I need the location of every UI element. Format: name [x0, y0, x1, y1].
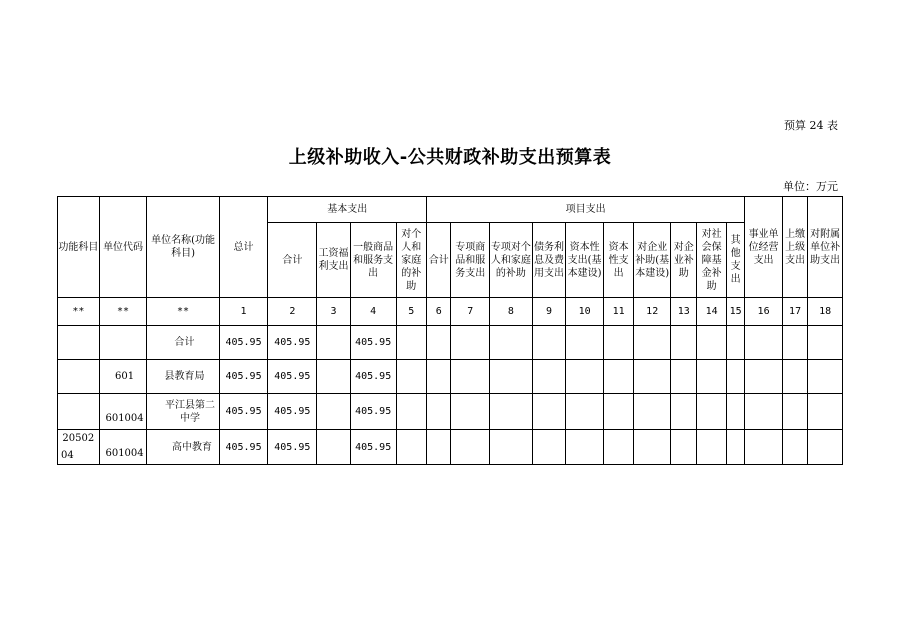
- header-project-social: 对社会保障基金补助: [697, 223, 726, 298]
- cell-basic-total: 405.95: [268, 360, 317, 394]
- cell-empty: [697, 360, 726, 394]
- index-cell: 13: [671, 298, 697, 326]
- index-cell: 5: [396, 298, 427, 326]
- index-cell: 4: [350, 298, 396, 326]
- cell-empty: [427, 394, 451, 430]
- cell-empty: [603, 430, 634, 465]
- budget-table: [57, 196, 843, 465]
- cell-empty: [697, 326, 726, 360]
- cell-empty: [634, 430, 671, 465]
- cell-empty: [396, 394, 427, 430]
- index-cell: 12: [634, 298, 671, 326]
- cell-code: 601004: [99, 430, 147, 465]
- cell-empty: [451, 360, 490, 394]
- table-row: [58, 430, 843, 465]
- cell-code: 601: [99, 360, 147, 394]
- cell-empty: [490, 326, 533, 360]
- cell-empty: [634, 326, 671, 360]
- index-cell: 8: [490, 298, 533, 326]
- cell-basic-total: 405.95: [268, 430, 317, 465]
- cell-empty: [634, 360, 671, 394]
- cell-empty: [427, 360, 451, 394]
- header-business: 事业单位经营支出: [745, 197, 783, 298]
- index-cell: 9: [532, 298, 566, 326]
- header-project-capital-infra: 资本性支出(基本建设): [566, 223, 604, 298]
- index-cell: **: [58, 298, 100, 326]
- cell-empty: [782, 394, 807, 430]
- cell-empty: [532, 394, 566, 430]
- cell-empty: [782, 326, 807, 360]
- header-basic-personal: 对个人和家庭的补助: [396, 223, 427, 298]
- header-unit-code: 单位代码: [99, 197, 147, 298]
- cell-total: 405.95: [219, 430, 268, 465]
- table-row: [58, 360, 843, 394]
- cell-func: [58, 430, 100, 465]
- cell-empty: [427, 326, 451, 360]
- cell-basic-total: 405.95: [268, 326, 317, 360]
- index-cell: 6: [427, 298, 451, 326]
- cell-empty: [451, 326, 490, 360]
- index-cell: **: [99, 298, 147, 326]
- cell-empty: [808, 360, 843, 394]
- unit-label: 单位：万元: [783, 180, 838, 193]
- header-project-enterprise-infra: 对企业补助(基本建设): [634, 223, 671, 298]
- index-cell: 15: [726, 298, 744, 326]
- cell-empty: [808, 394, 843, 430]
- header-basic-group: 基本支出: [268, 197, 427, 223]
- form-number: 预算 24 表: [784, 119, 838, 132]
- index-cell: 3: [317, 298, 351, 326]
- index-cell: 1: [219, 298, 268, 326]
- index-cell: 7: [451, 298, 490, 326]
- cell-empty: [317, 360, 351, 394]
- cell-empty: [782, 360, 807, 394]
- cell-empty: [532, 326, 566, 360]
- table-row: [58, 326, 843, 360]
- header-project-total: 合计: [427, 223, 451, 298]
- cell-func-part: 20502: [62, 433, 95, 444]
- cell-empty: [396, 326, 427, 360]
- cell-empty: [726, 326, 744, 360]
- header-basic-total: 合计: [268, 223, 317, 298]
- cell-empty: [634, 394, 671, 430]
- cell-empty: [782, 430, 807, 465]
- cell-empty: [726, 430, 744, 465]
- cell-empty: [490, 430, 533, 465]
- cell-empty: [603, 360, 634, 394]
- cell-total: 405.95: [219, 360, 268, 394]
- cell-empty: [451, 394, 490, 430]
- cell-code: 601004: [99, 394, 147, 430]
- cell-empty: [317, 394, 351, 430]
- cell-empty: [317, 326, 351, 360]
- cell-name: 县教育局: [147, 360, 219, 394]
- header-basic-goods: 一般商品和服务支出: [350, 223, 396, 298]
- cell-empty: [451, 430, 490, 465]
- index-cell: 2: [268, 298, 317, 326]
- cell-func: [58, 394, 100, 430]
- cell-func: [58, 326, 100, 360]
- cell-empty: [603, 326, 634, 360]
- header-total: 总计: [219, 197, 268, 298]
- cell-empty: [566, 394, 604, 430]
- header-project-group: 项目支出: [427, 197, 745, 223]
- header-project-capital: 资本性支出: [603, 223, 634, 298]
- cell-empty: [745, 360, 783, 394]
- cell-empty: [671, 430, 697, 465]
- cell-empty: [317, 430, 351, 465]
- index-cell: 10: [566, 298, 604, 326]
- cell-total: 405.95: [219, 394, 268, 430]
- cell-basic-total: 405.95: [268, 394, 317, 430]
- cell-name: 高中教育: [147, 430, 219, 465]
- header-func-code: 功能科目: [58, 197, 100, 298]
- cell-empty: [745, 394, 783, 430]
- cell-name: 合计: [147, 326, 219, 360]
- cell-empty: [808, 430, 843, 465]
- header-project-personal: 专项对个人和家庭的补助: [490, 223, 533, 298]
- cell-basic-goods: 405.95: [350, 430, 396, 465]
- cell-empty: [726, 394, 744, 430]
- cell-empty: [566, 360, 604, 394]
- cell-empty: [490, 394, 533, 430]
- cell-empty: [671, 394, 697, 430]
- cell-empty: [671, 360, 697, 394]
- cell-empty: [697, 430, 726, 465]
- cell-code: [99, 326, 147, 360]
- index-cell: **: [147, 298, 219, 326]
- cell-basic-goods: 405.95: [350, 394, 396, 430]
- header-project-other: 其他支出: [726, 223, 744, 298]
- table-row: [58, 394, 843, 430]
- page-title: 上级补助收入-公共财政补助支出预算表: [288, 147, 612, 168]
- cell-empty: [726, 360, 744, 394]
- header-project-goods: 专项商品和服务支出: [451, 223, 490, 298]
- cell-empty: [671, 326, 697, 360]
- header-unit-name: 单位名称(功能科目): [147, 197, 219, 298]
- header-basic-wage: 工资福利支出: [317, 223, 351, 298]
- cell-empty: [532, 430, 566, 465]
- cell-empty: [603, 394, 634, 430]
- index-cell: 18: [808, 298, 843, 326]
- cell-empty: [745, 326, 783, 360]
- cell-func-part: 04: [61, 450, 74, 461]
- cell-empty: [697, 394, 726, 430]
- cell-total: 405.95: [219, 326, 268, 360]
- cell-empty: [396, 430, 427, 465]
- index-cell: 14: [697, 298, 726, 326]
- header-project-enterprise: 对企业补助: [671, 223, 697, 298]
- cell-empty: [745, 430, 783, 465]
- index-cell: 17: [782, 298, 807, 326]
- cell-empty: [566, 430, 604, 465]
- cell-empty: [566, 326, 604, 360]
- cell-empty: [396, 360, 427, 394]
- index-cell: 16: [745, 298, 783, 326]
- cell-func: [58, 360, 100, 394]
- cell-empty: [808, 326, 843, 360]
- header-project-debt: 债务利息及费用支出: [532, 223, 566, 298]
- header-superior: 上缴上级支出: [782, 197, 807, 298]
- cell-empty: [532, 360, 566, 394]
- index-row: [58, 298, 843, 326]
- cell-basic-goods: 405.95: [350, 360, 396, 394]
- header-affiliated: 对附属单位补助支出: [808, 197, 843, 298]
- cell-name: 平江县第二中学: [147, 394, 219, 430]
- cell-basic-goods: 405.95: [350, 326, 396, 360]
- cell-empty: [490, 360, 533, 394]
- cell-empty: [427, 430, 451, 465]
- index-cell: 11: [603, 298, 634, 326]
